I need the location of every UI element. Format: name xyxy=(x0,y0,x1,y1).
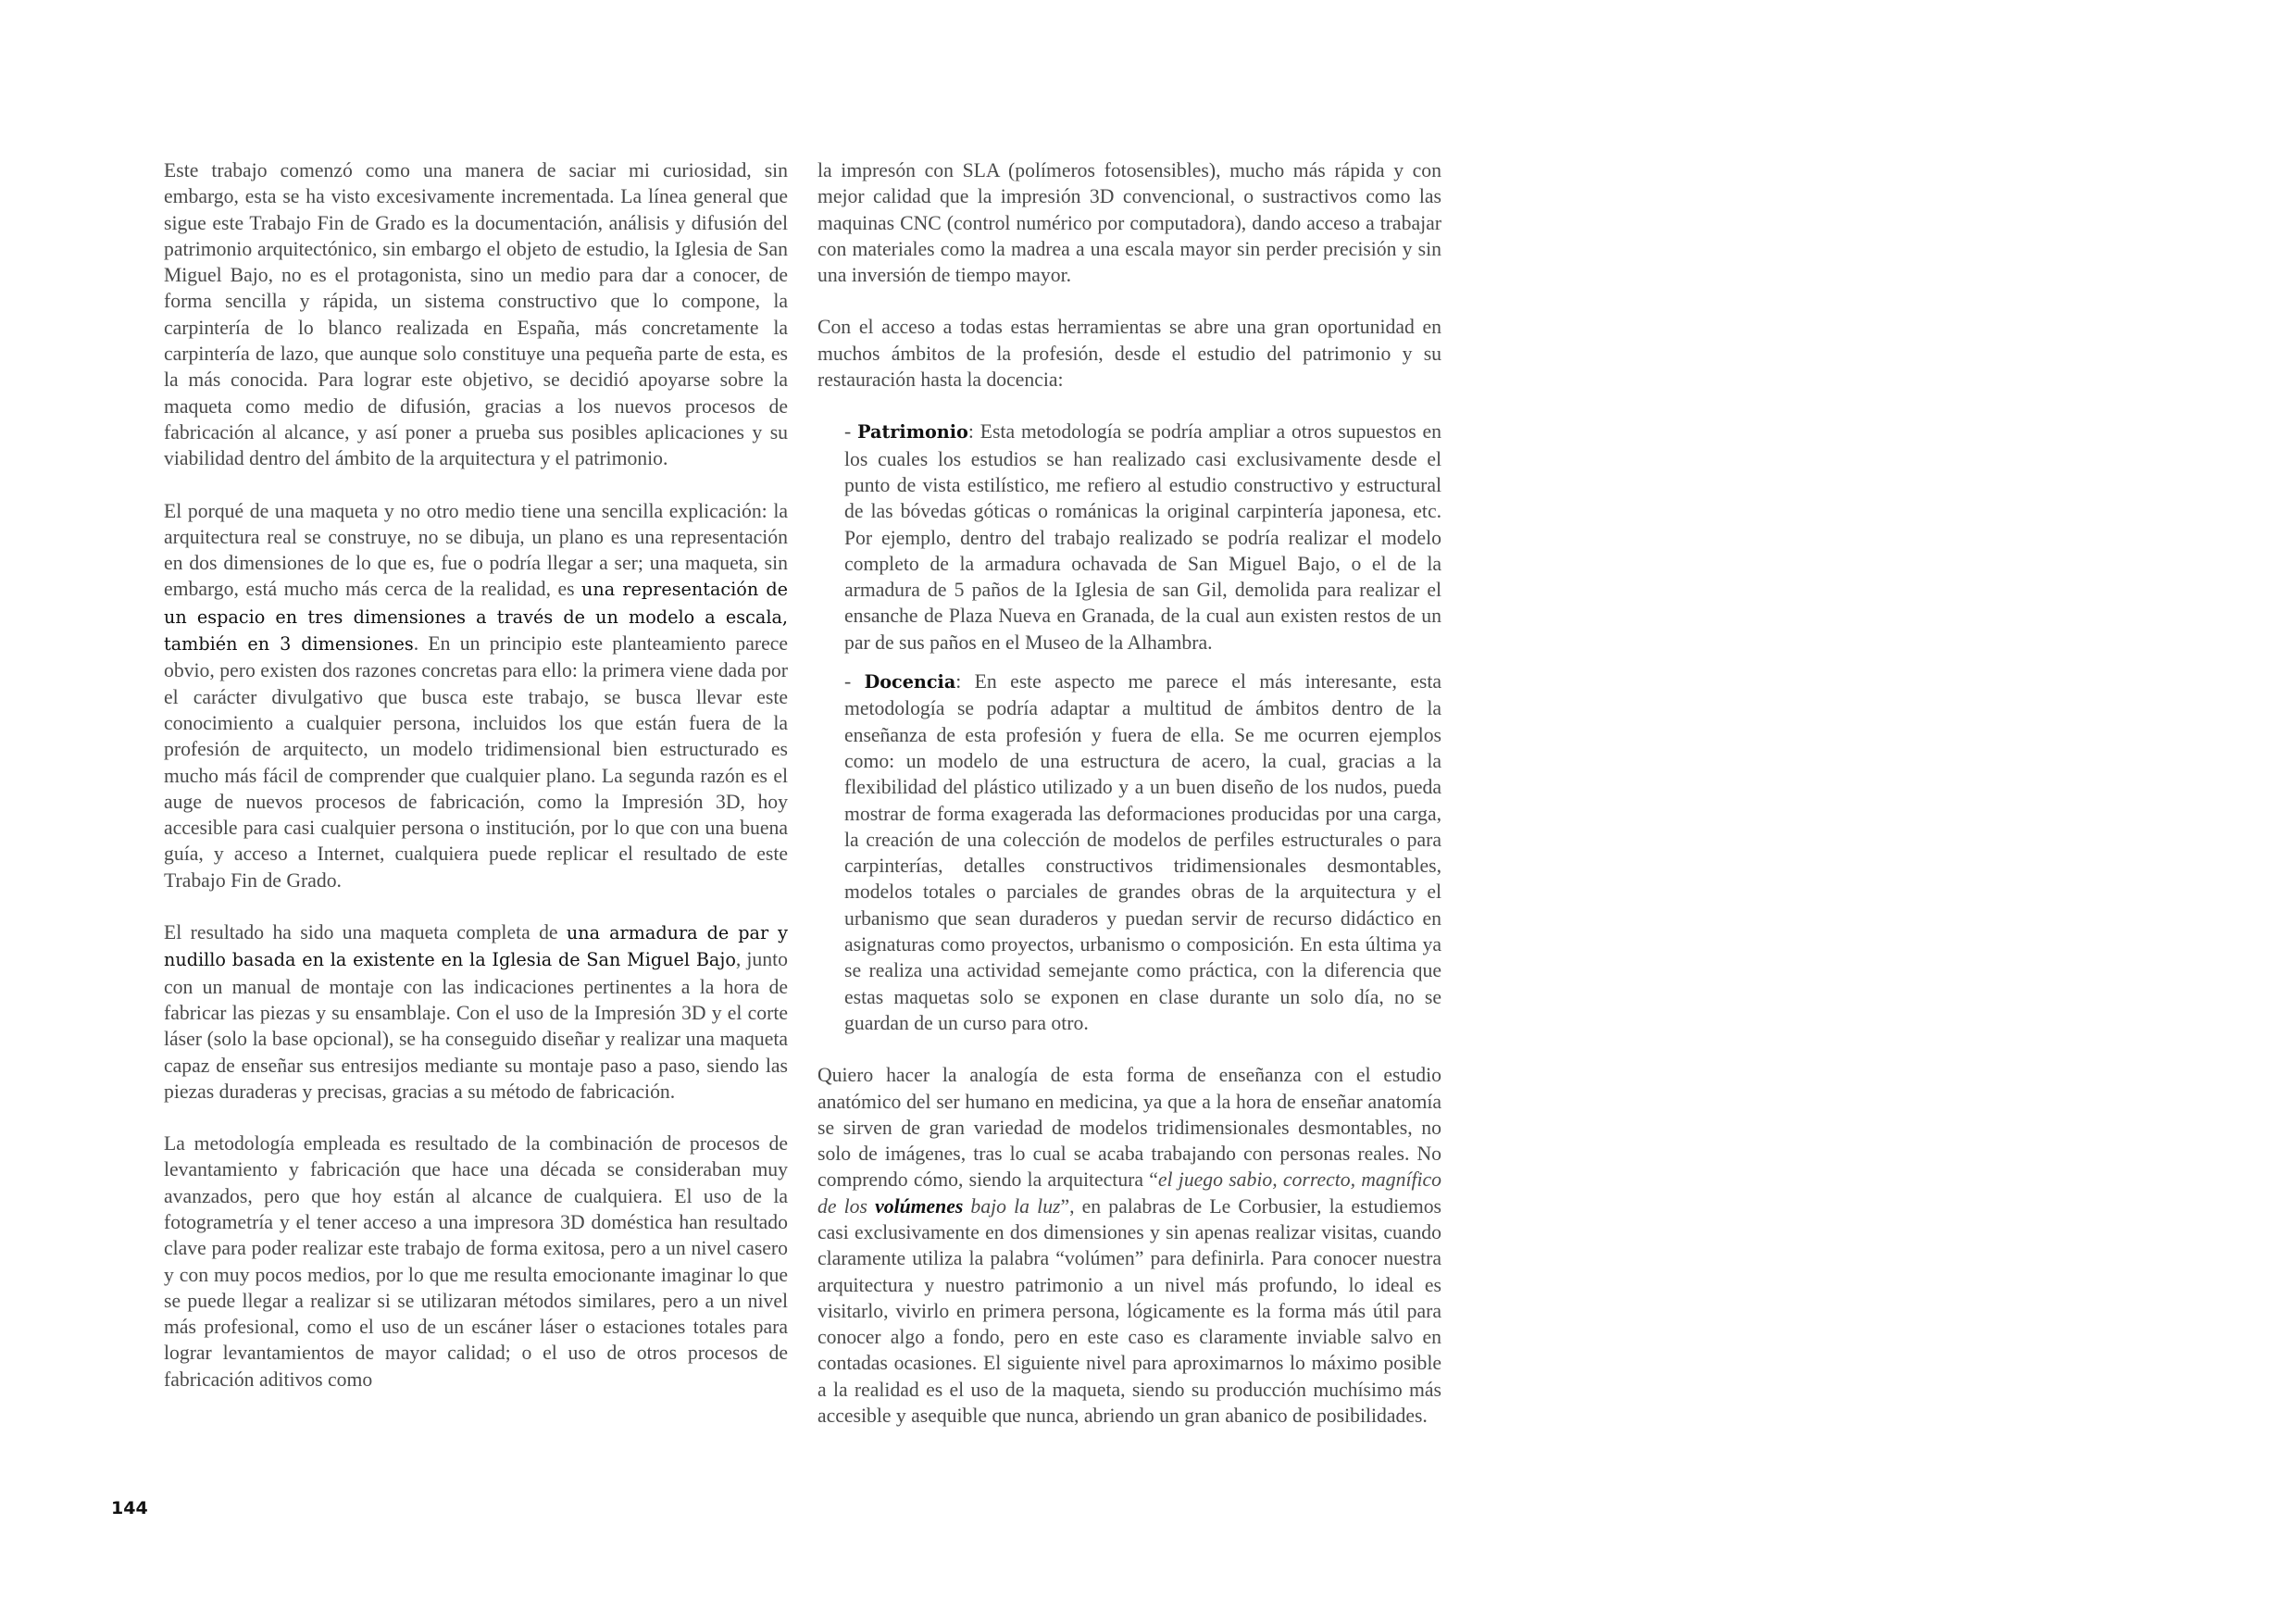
paragraph-why-model-text-a: El porqué de una maqueta y no otro medio tiene una sencilla explicación: la arquitectura real se construye, no se dibuja, un plano es una representación en dos dimensiones de lo que es, fue o podría llegar a ser; una maqueta, sin embargo, está mucho más cerca de la realidad, es xyxy=(164,499,788,601)
list-item-patrimonio-text: : Esta metodología se podría ampliar a otros supuestos en los cuales los estudios se han realizado casi exclusivamente desde el punto de vista estilístico, me refiero al estudio constructivo y estructural de las bóvedas góticas o románicas la original carpintería japonesa, etc. Por ejemplo, dentro del trabajo realizado se podría realizar el modelo completo de la armadura ochavada de San Miguel Bajo, o el de la armadura de 5 paños de la Iglesia de san Gil, demolida para realizar el ensanche de Plaza Nueva en Granada, de la cual aun existen restos de un par de sus paños en el Museo de la Alhambra. xyxy=(844,420,1441,654)
right-text-column xyxy=(817,157,1441,1455)
paragraph-methodology-text: La metodología empleada es resultado de la combinación de procesos de levantamiento y fabricación que hace una década se consideraban muy avanzados, pero que hoy están al alcance de cualquiera. El uso de la fotogrametría y el tener acceso a una impresora 3D doméstica han resultado clave para poder realizar este trabajo de forma exitosa, pero a un nivel casero y con muy pocos medios, por lo que me resulta emocionante imaginar lo que se puede llegar a realizar si se utilizaran métodos similares, pero a un nivel más profesional, como el uso de un escáner láser o estaciones totales para lograr levantamientos de mayor calidad; o el uso de otros procesos de fabricación aditivos como xyxy=(164,1132,788,1391)
highlight-model-definition: una representación de un espacio en tres dimensiones a través de un modelo a escala, también en 3 dimensiones xyxy=(164,579,788,656)
quote-text-a: el juego sabio, correcto, magnífico de los xyxy=(817,1168,1441,1218)
paragraph-result-text-a: El resultado ha sido una maqueta completa de xyxy=(164,921,567,944)
label-docencia: Docencia xyxy=(864,671,956,693)
list-dash: - xyxy=(844,420,858,443)
paragraph-analogy-text-a: Quiero hacer la analogía de esta forma de enseñanza con el estudio anatómico del ser humano en medicina, ya que a la hora de enseñar anatomía se sirven de gran variedad de modelos tridimensionales desmontables, no solo de imágenes, tras lo cual se acaba trabajando con personas reales. No comprendo cómo, siendo la arquitectura “ xyxy=(817,1064,1441,1192)
paragraph-result xyxy=(164,919,788,1105)
paragraph-opportunity-text: Con el acceso a todas estas herramientas se abre una gran oportunidad en muchos ámbitos de la profesión, desde el estudio del patrimonio y su restauración hasta la docencia: xyxy=(817,316,1441,392)
quote-text-b: bajo la luz xyxy=(963,1194,1061,1218)
paragraph-opportunity xyxy=(817,314,1441,393)
paragraph-intro xyxy=(164,157,788,472)
paragraph-result-text-b: , junto con un manual de montaje con las indicaciones pertinentes a la hora de fabricar las piezas y su ensamblaje. Con el uso de la Impresión 3D y el corte láser (solo la base opcional), se ha conseguido diseñar y realizar una maqueta capaz de enseñar sus entresijos mediante su montaje paso a paso, siendo las piezas duraderas y precisas, gracias a su método de fabricación. xyxy=(164,948,788,1103)
paragraph-methodology xyxy=(164,1131,788,1393)
quote-bold-word: volúmenes xyxy=(875,1194,964,1218)
paragraph-intro-text: Este trabajo comenzó como una manera de saciar mi curiosidad, sin embargo, esta se ha visto excesivamente incrementada. La línea general que sigue este Trabajo Fin de Grado es la documentación, análisis y difusión del patrimonio arquitectónico, sin embargo el objeto de estudio, la Iglesia de San Miguel Bajo, no es el protagonista, sino un medio para dar a conocer, de forma sencilla y rápida, un sistema constructivo que lo compone, la carpintería de lo blanco realizada en España, más concretamente la carpintería de lazo, que aunque solo constituye una pequeña parte de esta, es la más conocida. Para lograr este objetivo, se decidió apoyarse sobre la maqueta como medio de difusión, gracias a los nuevos procesos de fabricación al alcance, y así poner a prueba sus posibles aplicaciones y su viabilidad dentro del ámbito de la arquitectura y el patrimonio. xyxy=(164,159,788,470)
paragraph-sla-text: la impresón con SLA (polímeros fotosensibles), mucho más rápida y con mejor calidad que la impresión 3D convencional, o sustractivos como las maquinas CNC (control numérico por computadora), dando acceso a trabajar con materiales como la madrea a una escala mayor sin perder precisión y sin una inversión de tiempo mayor. xyxy=(817,159,1441,287)
paragraph-analogy-text-b: ”, en palabras de Le Corbusier, la estudiemos casi exclusivamente en dos dimensiones y sin apenas realizar visitas, cuando claramente utiliza la palabra “volúmen” para definirla. Para conocer nuestra arquitectura y nuestro patrimonio a un nivel más profundo, lo ideal es visitarlo, vivirlo en primera persona, lógicamente es la forma más útil para conocer algo a fondo, pero en este caso es claramente inviable salvo en contadas ocasiones. El siguiente nivel para aproximarnos lo máximo posible a la realidad es el uso de la maqueta, siendo su producción muchísimo más accesible y asequible que nunca, abriendo un gran abanico de posibilidades. xyxy=(817,1194,1441,1428)
list-item-docencia xyxy=(844,668,1441,1036)
paragraph-why-model-text-b: . En un principio este planteamiento parece obvio, pero existen dos razones concretas para ello: la primera viene dada por el carácter divulgativo que busca este trabajo, se busca llevar este conocimiento a cualquier persona, incluidos los que están fuera de la profesión de arquitecto, un modelo tridimensional bien estructurado es mucho más fácil de comprender que cualquier plano. La segunda razón es el auge de nuevos procesos de fabricación, como la Impresión 3D, hoy accesible para casi cualquier persona o institución, por lo que con una buena guía, y acceso a Internet, cualquiera puede replicar el resultado de este Trabajo Fin de Grado. xyxy=(164,632,788,892)
label-patrimonio: Patrimonio xyxy=(857,421,968,443)
highlight-armadura: una armadura de par y nudillo basada en la existente en la Iglesia de San Miguel Bajo xyxy=(164,922,789,971)
paragraph-sla xyxy=(817,157,1441,288)
list-dash: - xyxy=(844,670,865,693)
list-item-docencia-text: : En este aspecto me parece el más interesante, esta metodología se podría adaptar a multitud de ámbitos dentro de la enseñanza de esta profesión y fuera de ella. Se me ocurren ejemplos como: un modelo de una estructura de acero, la cual, gracias a la flexibilidad del plástico utilizado y a un buen diseño de los nudos, pueda mostrar de forma exagerada las deformaciones producidas por una carga, la creación de una colección de modelos de perfiles estructurales o para carpinterías, detalles constructivos tridimensionales desmontables, modelos totales o parciales de grandes obras de la arquitectura y el urbanismo que sean duraderos y puedan servir de recurso didáctico en asignaturas como proyectos, urbanismo o composición. En esta última ya se realiza una actividad semejante como práctica, con la diferencia que estas maquetas solo se exponen en clase durante un solo día, no se guardan de un curso para otro. xyxy=(844,670,1441,1034)
list-item-patrimonio xyxy=(844,418,1441,656)
paragraph-analogy xyxy=(817,1062,1441,1429)
paragraph-why-model xyxy=(164,498,788,893)
page-number: 144 xyxy=(111,1498,148,1518)
left-text-column xyxy=(164,157,788,1418)
